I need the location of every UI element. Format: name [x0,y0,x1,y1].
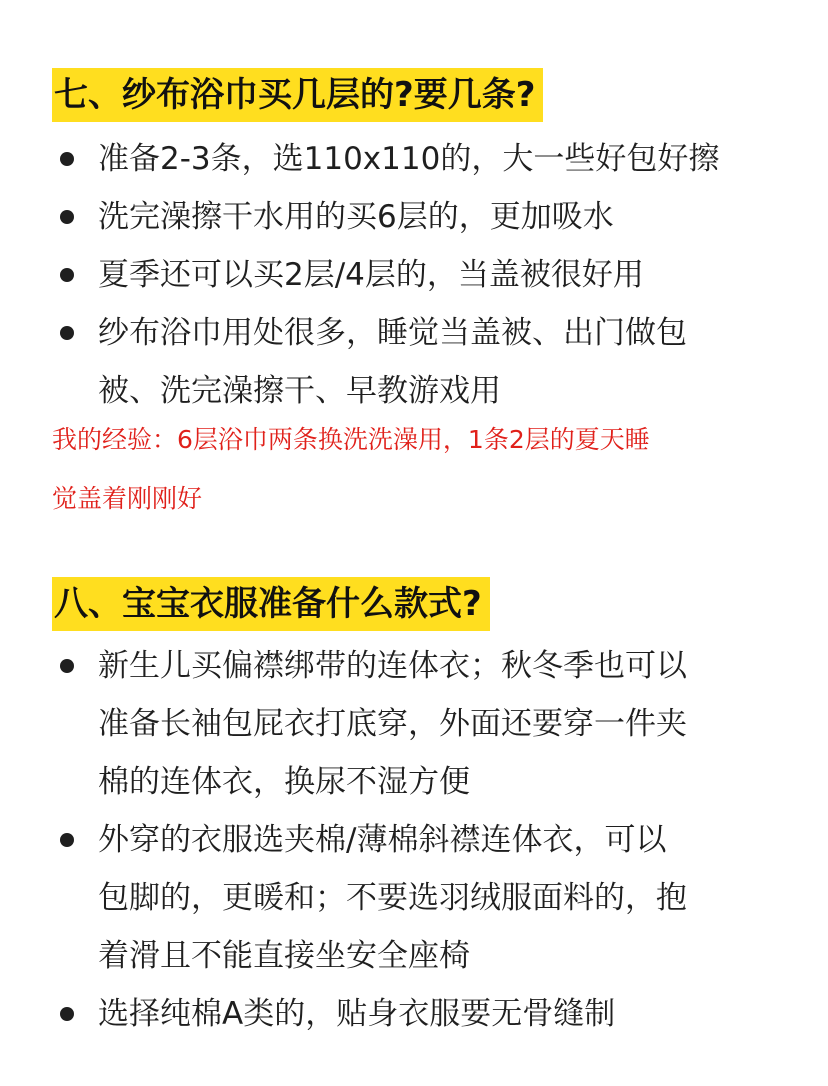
bullet-dot-icon [60,659,74,673]
section-8-heading: 八、宝宝衣服准备什么款式? [52,577,490,631]
list-item [0,246,828,304]
list-item-text-continued: 被、洗完澡擦干、早教游戏用 [98,373,501,409]
section-7-heading: 七、纱布浴巾买几层的?要几条? [52,68,543,122]
list-item-text: 纱布浴巾用处很多，睡觉当盖被、出门做包 [98,315,687,351]
list-item-text: 夏季还可以买2层/4层的，当盖被很好用 [98,257,644,293]
list-item [0,811,828,985]
section-7-bullet-list [0,130,828,420]
list-item-text-continued: 准备长袖包屁衣打底穿，外面还要穿一件夹 [98,706,687,742]
list-item-text: 准备2-3条，选110x110的，大一些好包好擦 [98,141,720,177]
list-item-text: 洗完澡擦干水用的买6层的，更加吸水 [98,199,614,235]
experience-note [52,410,650,528]
bullet-dot-icon [60,1007,74,1021]
list-item-text-continued: 棉的连体衣，换尿不湿方便 [98,764,470,800]
list-item-text: 选择纯棉A类的，贴身衣服要无骨缝制 [98,996,616,1032]
section-8-bullet-list [0,637,828,1043]
list-item [0,637,828,811]
bullet-dot-icon [60,268,74,282]
bullet-dot-icon [60,152,74,166]
bullet-dot-icon [60,326,74,340]
list-item [0,304,828,420]
experience-note-line: 觉盖着刚刚好 [52,484,203,513]
list-item-text-continued: 着滑且不能直接坐安全座椅 [98,938,470,974]
bullet-dot-icon [60,833,74,847]
list-item [0,188,828,246]
list-item-text: 外穿的衣服选夹棉/薄棉斜襟连体衣，可以 [98,822,667,858]
list-item-text-continued: 包脚的，更暖和；不要选羽绒服面料的，抱 [98,880,687,916]
experience-note-line: 我的经验：6层浴巾两条换洗洗澡用，1条2层的夏天睡 [52,425,650,454]
list-item [0,130,828,188]
list-item [0,985,828,1043]
list-item-text: 新生儿买偏襟绑带的连体衣；秋冬季也可以 [98,648,687,684]
bullet-dot-icon [60,210,74,224]
